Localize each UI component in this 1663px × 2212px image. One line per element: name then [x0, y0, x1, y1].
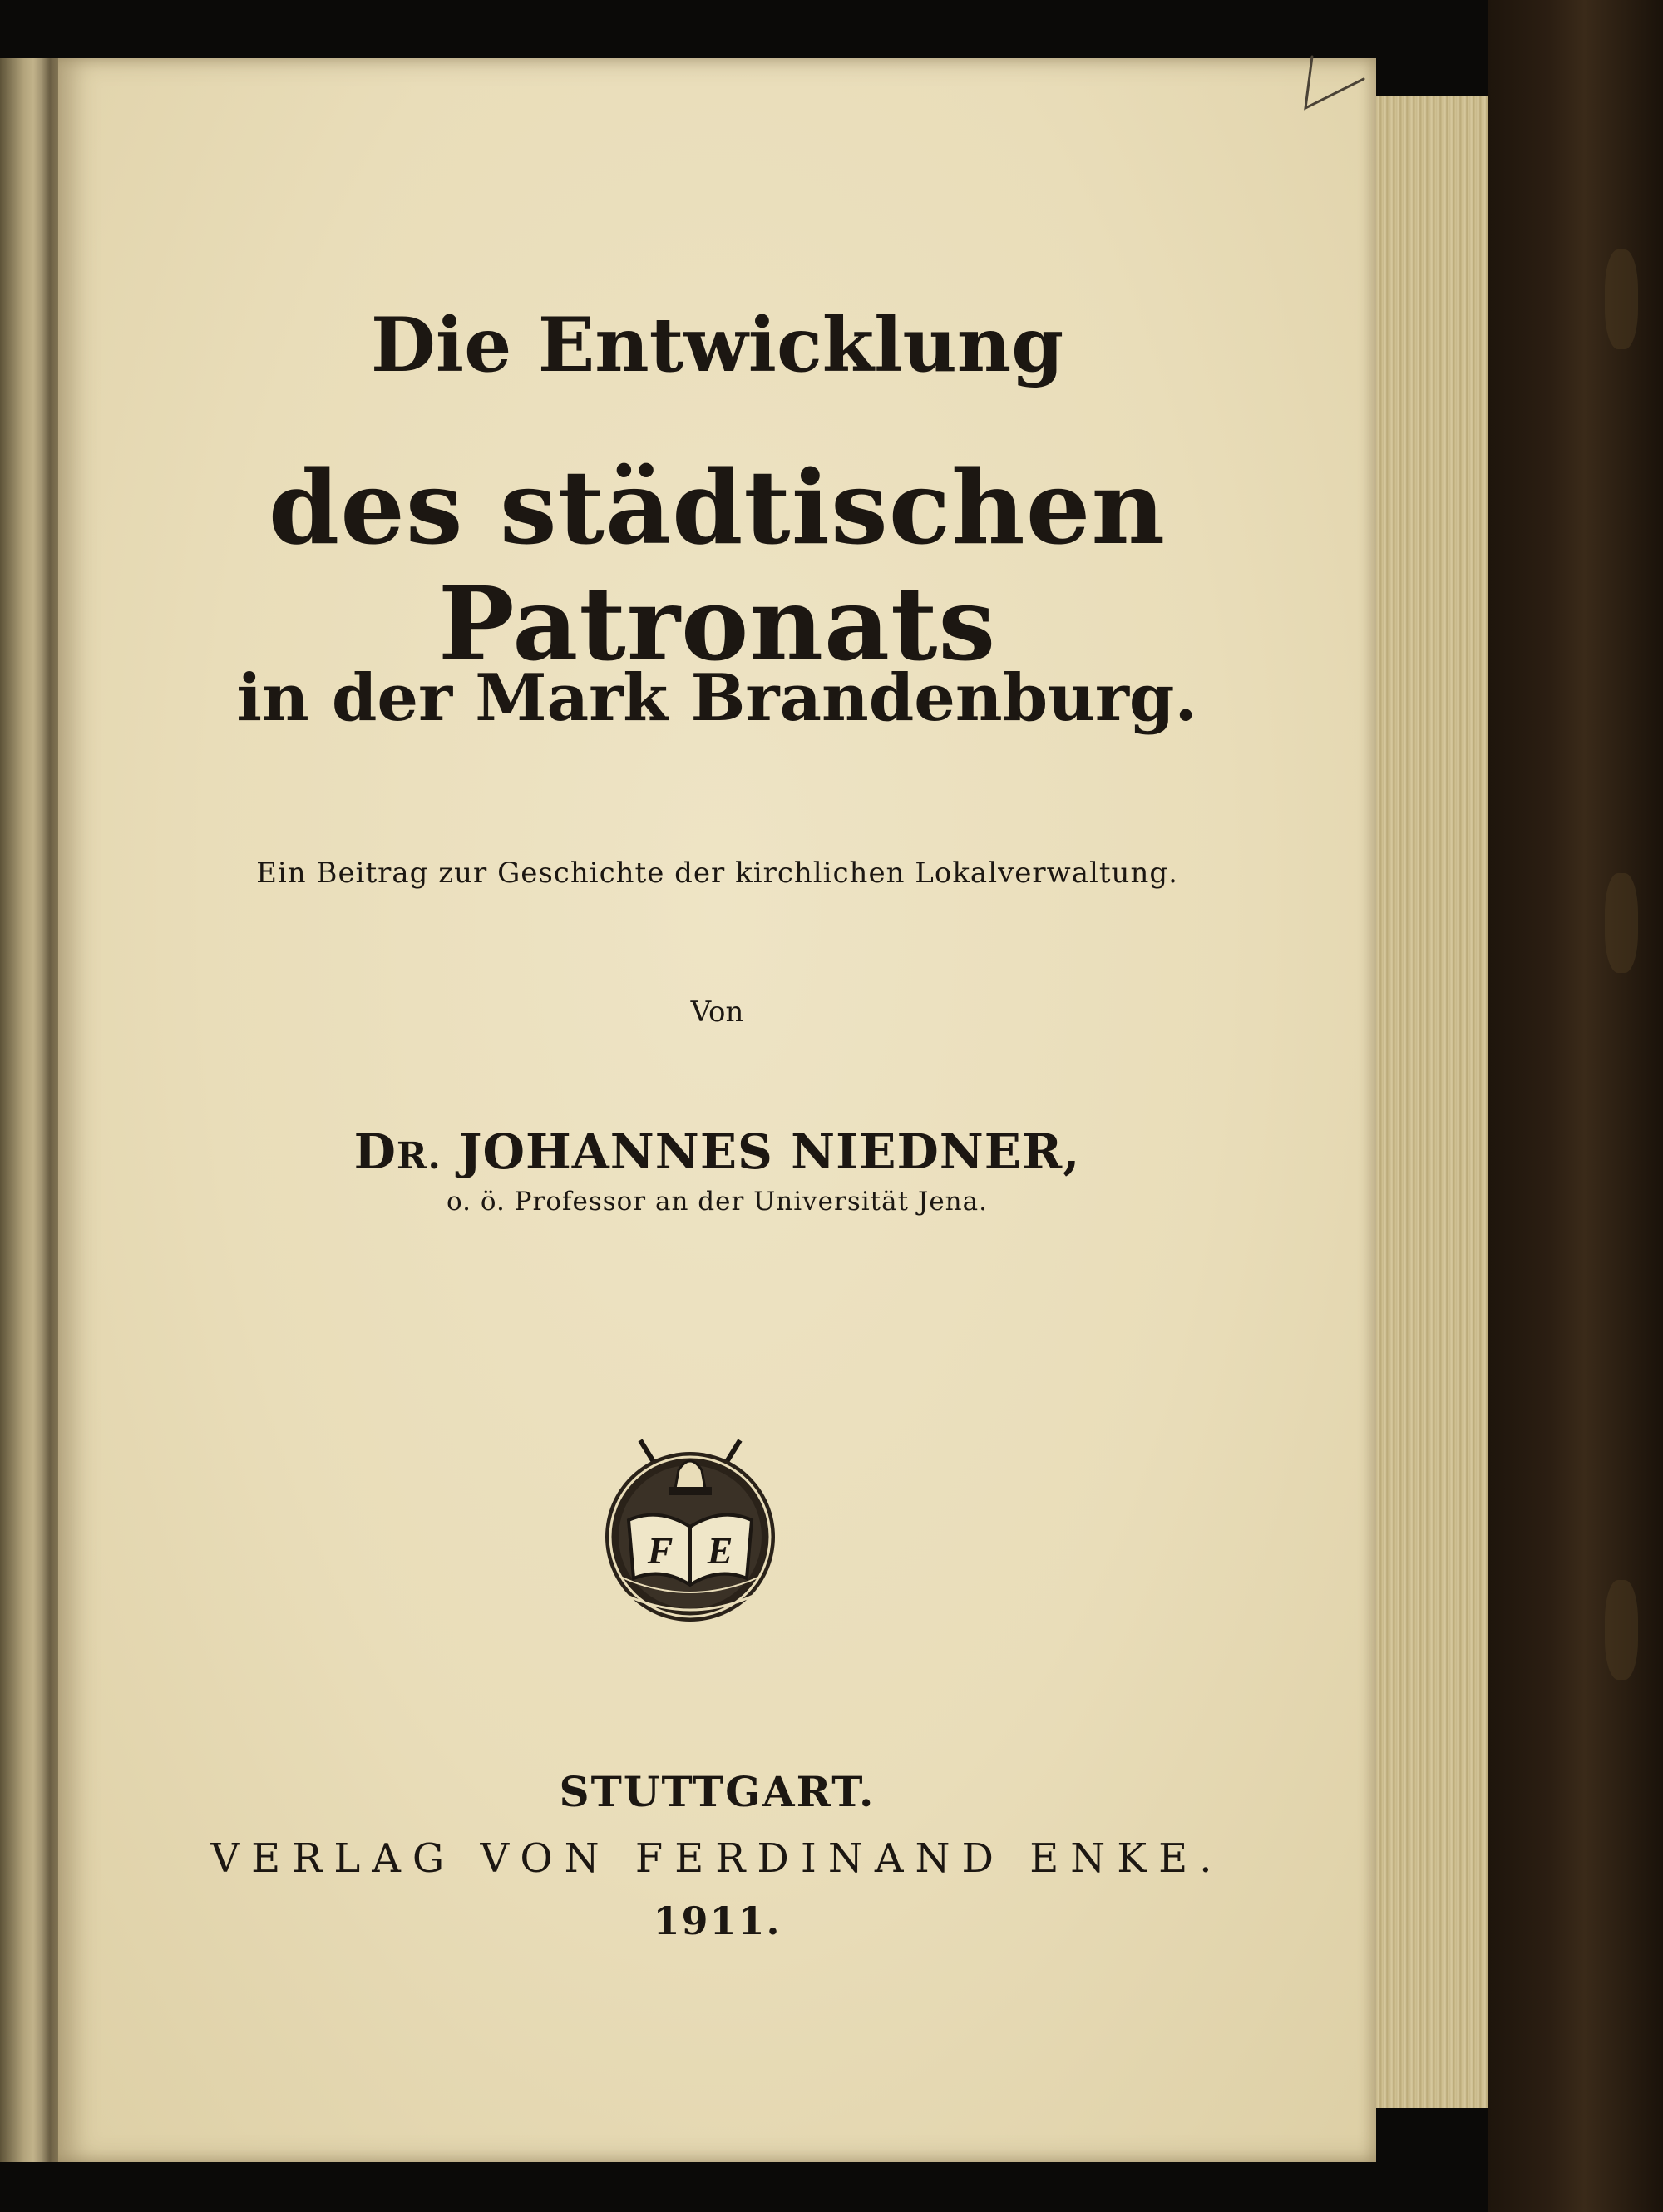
author-name	[58, 1118, 1376, 1190]
emblem-initial-f: F	[647, 1529, 674, 1572]
author-prefix-rest: R.	[396, 1135, 442, 1178]
pencil-mark-icon	[1297, 50, 1372, 125]
cover-wear-mark	[1605, 873, 1638, 973]
imprint-city: STUTTGART.	[559, 1767, 876, 1816]
emblem-initial-e: E	[707, 1529, 733, 1572]
cover-wear-mark	[1605, 249, 1638, 349]
imprint-publisher: VERLAG VON FERDINAND ENKE.	[210, 1835, 1224, 1882]
page-block-edge	[1376, 96, 1488, 2108]
author-prefix-initial: D	[353, 1123, 397, 1180]
title-line-3: in der Mark Brandenburg.	[237, 660, 1197, 736]
subtitle: Ein Beitrag zur Geschichte der kirchlichen Lokalverwaltung.	[256, 857, 1178, 890]
publisher-emblem-icon	[600, 1437, 780, 1625]
title-line-2: des städtischen Patronats	[268, 447, 1167, 684]
imprint-year: 1911.	[653, 1898, 782, 1943]
author-full-name: JOHANNES NIEDNER,	[459, 1123, 1081, 1180]
by-label: Von	[690, 995, 744, 1029]
author-affiliation: o. ö. Professor an der Universität Jena.	[447, 1187, 988, 1217]
title-line-1: Die Entwicklung	[370, 301, 1064, 389]
book-cover-board	[1488, 0, 1663, 2212]
cover-wear-mark	[1605, 1580, 1638, 1680]
